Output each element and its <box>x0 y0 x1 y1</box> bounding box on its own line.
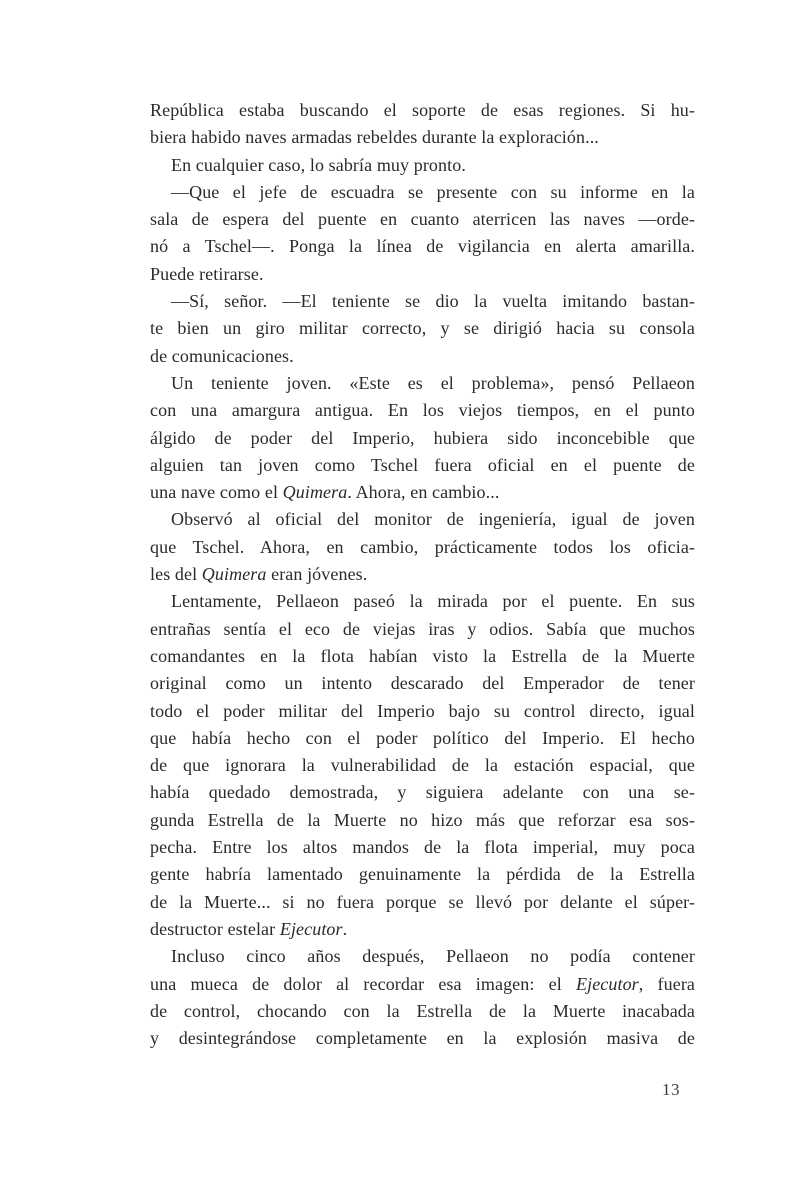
text-line <box>150 943 695 970</box>
text-run: una mueca de dolor al recordar esa imagen: el <box>150 973 576 994</box>
italic-ship-name: Quimera <box>201 564 267 585</box>
text-run: alguien tan joven como Tschel fuera oficial en el puente de <box>150 454 695 475</box>
text-line <box>150 861 695 888</box>
text-run: de que ignorara la vulnerabilidad de la estación espacial, que <box>150 755 695 776</box>
text-run: original como un intento descarado del Emperador de tener <box>150 673 695 694</box>
paragraph <box>150 179 695 288</box>
text-run: . <box>342 918 348 939</box>
text-line <box>150 971 695 998</box>
text-line <box>150 807 695 834</box>
text-run: con una amargura antigua. En los viejos tiempos, en el punto <box>150 400 695 421</box>
paragraph <box>150 943 695 1052</box>
text-line <box>150 206 695 233</box>
text-run: —Sí, señor. —El teniente se dio la vuelta imitando bastan- <box>171 291 695 312</box>
text-run: República estaba buscando el soporte de esas regiones. Si hu- <box>150 100 695 120</box>
text-line <box>150 998 695 1025</box>
text-run: En cualquier caso, lo sabría muy pronto. <box>171 154 466 175</box>
italic-ship-name: Ejecutor <box>279 918 343 939</box>
text-run: de la Muerte... si no fuera porque se llevó por delante el súper- <box>150 891 695 912</box>
italic-ship-name: Quimera <box>282 482 348 503</box>
page-number: 13 <box>662 1080 680 1099</box>
text-run: Puede retirarse. <box>150 263 264 284</box>
text-line <box>150 834 695 861</box>
text-line <box>150 506 695 533</box>
text-line <box>150 643 695 670</box>
page-text-block <box>150 97 695 1052</box>
text-run: había quedado demostrada, y siguiera adelante con una se- <box>150 782 695 803</box>
text-line <box>150 288 695 315</box>
text-line <box>150 779 695 806</box>
text-line <box>150 343 695 370</box>
text-line <box>150 315 695 342</box>
text-run: eran jóvenes. <box>266 564 368 585</box>
text-run: Un teniente joven. «Este es el problema», pensó Pellaeon <box>171 372 695 393</box>
text-run: entrañas sentía el eco de viejas iras y odios. Sabía que muchos <box>150 618 695 639</box>
paragraph <box>150 370 695 506</box>
text-run: nó a Tschel—. Ponga la línea de vigilancia en alerta amarilla. <box>150 236 695 257</box>
text-run: y desintegrándose completamente en la explosión masiva de <box>150 1028 695 1049</box>
text-run: gunda Estrella de la Muerte no hizo más que reforzar esa sos- <box>150 809 695 830</box>
text-run: . Ahora, en cambio... <box>347 482 500 503</box>
italic-ship-name: Ejecutor <box>576 973 639 994</box>
text-run: pecha. Entre los altos mandos de la flota imperial, muy poca <box>150 837 695 858</box>
text-line <box>150 1025 695 1052</box>
text-run: todo el poder militar del Imperio bajo su control directo, igual <box>150 700 695 721</box>
text-run: que Tschel. Ahora, en cambio, prácticamente todos los oficia- <box>150 536 695 557</box>
text-line <box>150 752 695 779</box>
text-run: Observó al oficial del monitor de ingeniería, igual de joven <box>171 509 695 530</box>
text-line <box>150 452 695 479</box>
text-run: destructor estelar <box>150 918 280 939</box>
paragraph <box>150 152 695 179</box>
text-line <box>150 425 695 452</box>
text-line <box>150 124 695 151</box>
text-line <box>150 698 695 725</box>
text-run: una nave como el <box>150 482 283 503</box>
text-run: de control, chocando con la Estrella de la Muerte inacabada <box>150 1000 695 1021</box>
text-run: Incluso cinco años después, Pellaeon no podía contener <box>171 946 695 967</box>
text-line <box>150 588 695 615</box>
text-line <box>150 152 695 179</box>
text-line <box>150 97 695 124</box>
text-run: —Que el jefe de escuadra se presente con su informe en la <box>171 181 695 202</box>
text-run: gente habría lamentado genuinamente la pérdida de la Estrella <box>150 864 695 885</box>
text-line <box>150 534 695 561</box>
text-run: sala de espera del puente en cuanto aterricen las naves —orde- <box>150 209 695 230</box>
text-run: Lentamente, Pellaeon paseó la mirada por el puente. En sus <box>171 591 695 612</box>
paragraph <box>150 97 695 152</box>
text-run: te bien un giro militar correcto, y se dirigió hacia su consola <box>150 318 695 339</box>
text-run: álgido de poder del Imperio, hubiera sido inconcebible que <box>150 427 695 448</box>
text-line <box>150 261 695 288</box>
text-run: de comunicaciones. <box>150 345 294 366</box>
text-run: les del <box>150 564 202 585</box>
text-run: biera habido naves armadas rebeldes durante la exploración... <box>150 127 599 148</box>
text-line <box>150 725 695 752</box>
text-line <box>150 670 695 697</box>
text-line <box>150 397 695 424</box>
text-line <box>150 916 695 943</box>
text-line <box>150 233 695 260</box>
text-line <box>150 370 695 397</box>
paragraph <box>150 288 695 370</box>
paragraph <box>150 506 695 588</box>
text-run: que había hecho con el poder político del Imperio. El hecho <box>150 727 695 748</box>
text-line <box>150 889 695 916</box>
text-line <box>150 179 695 206</box>
text-line <box>150 479 695 506</box>
text-line <box>150 561 695 588</box>
text-run: , fuera <box>638 973 695 994</box>
text-line <box>150 616 695 643</box>
text-run: comandantes en la flota habían visto la Estrella de la Muerte <box>150 645 695 666</box>
paragraph <box>150 588 695 943</box>
